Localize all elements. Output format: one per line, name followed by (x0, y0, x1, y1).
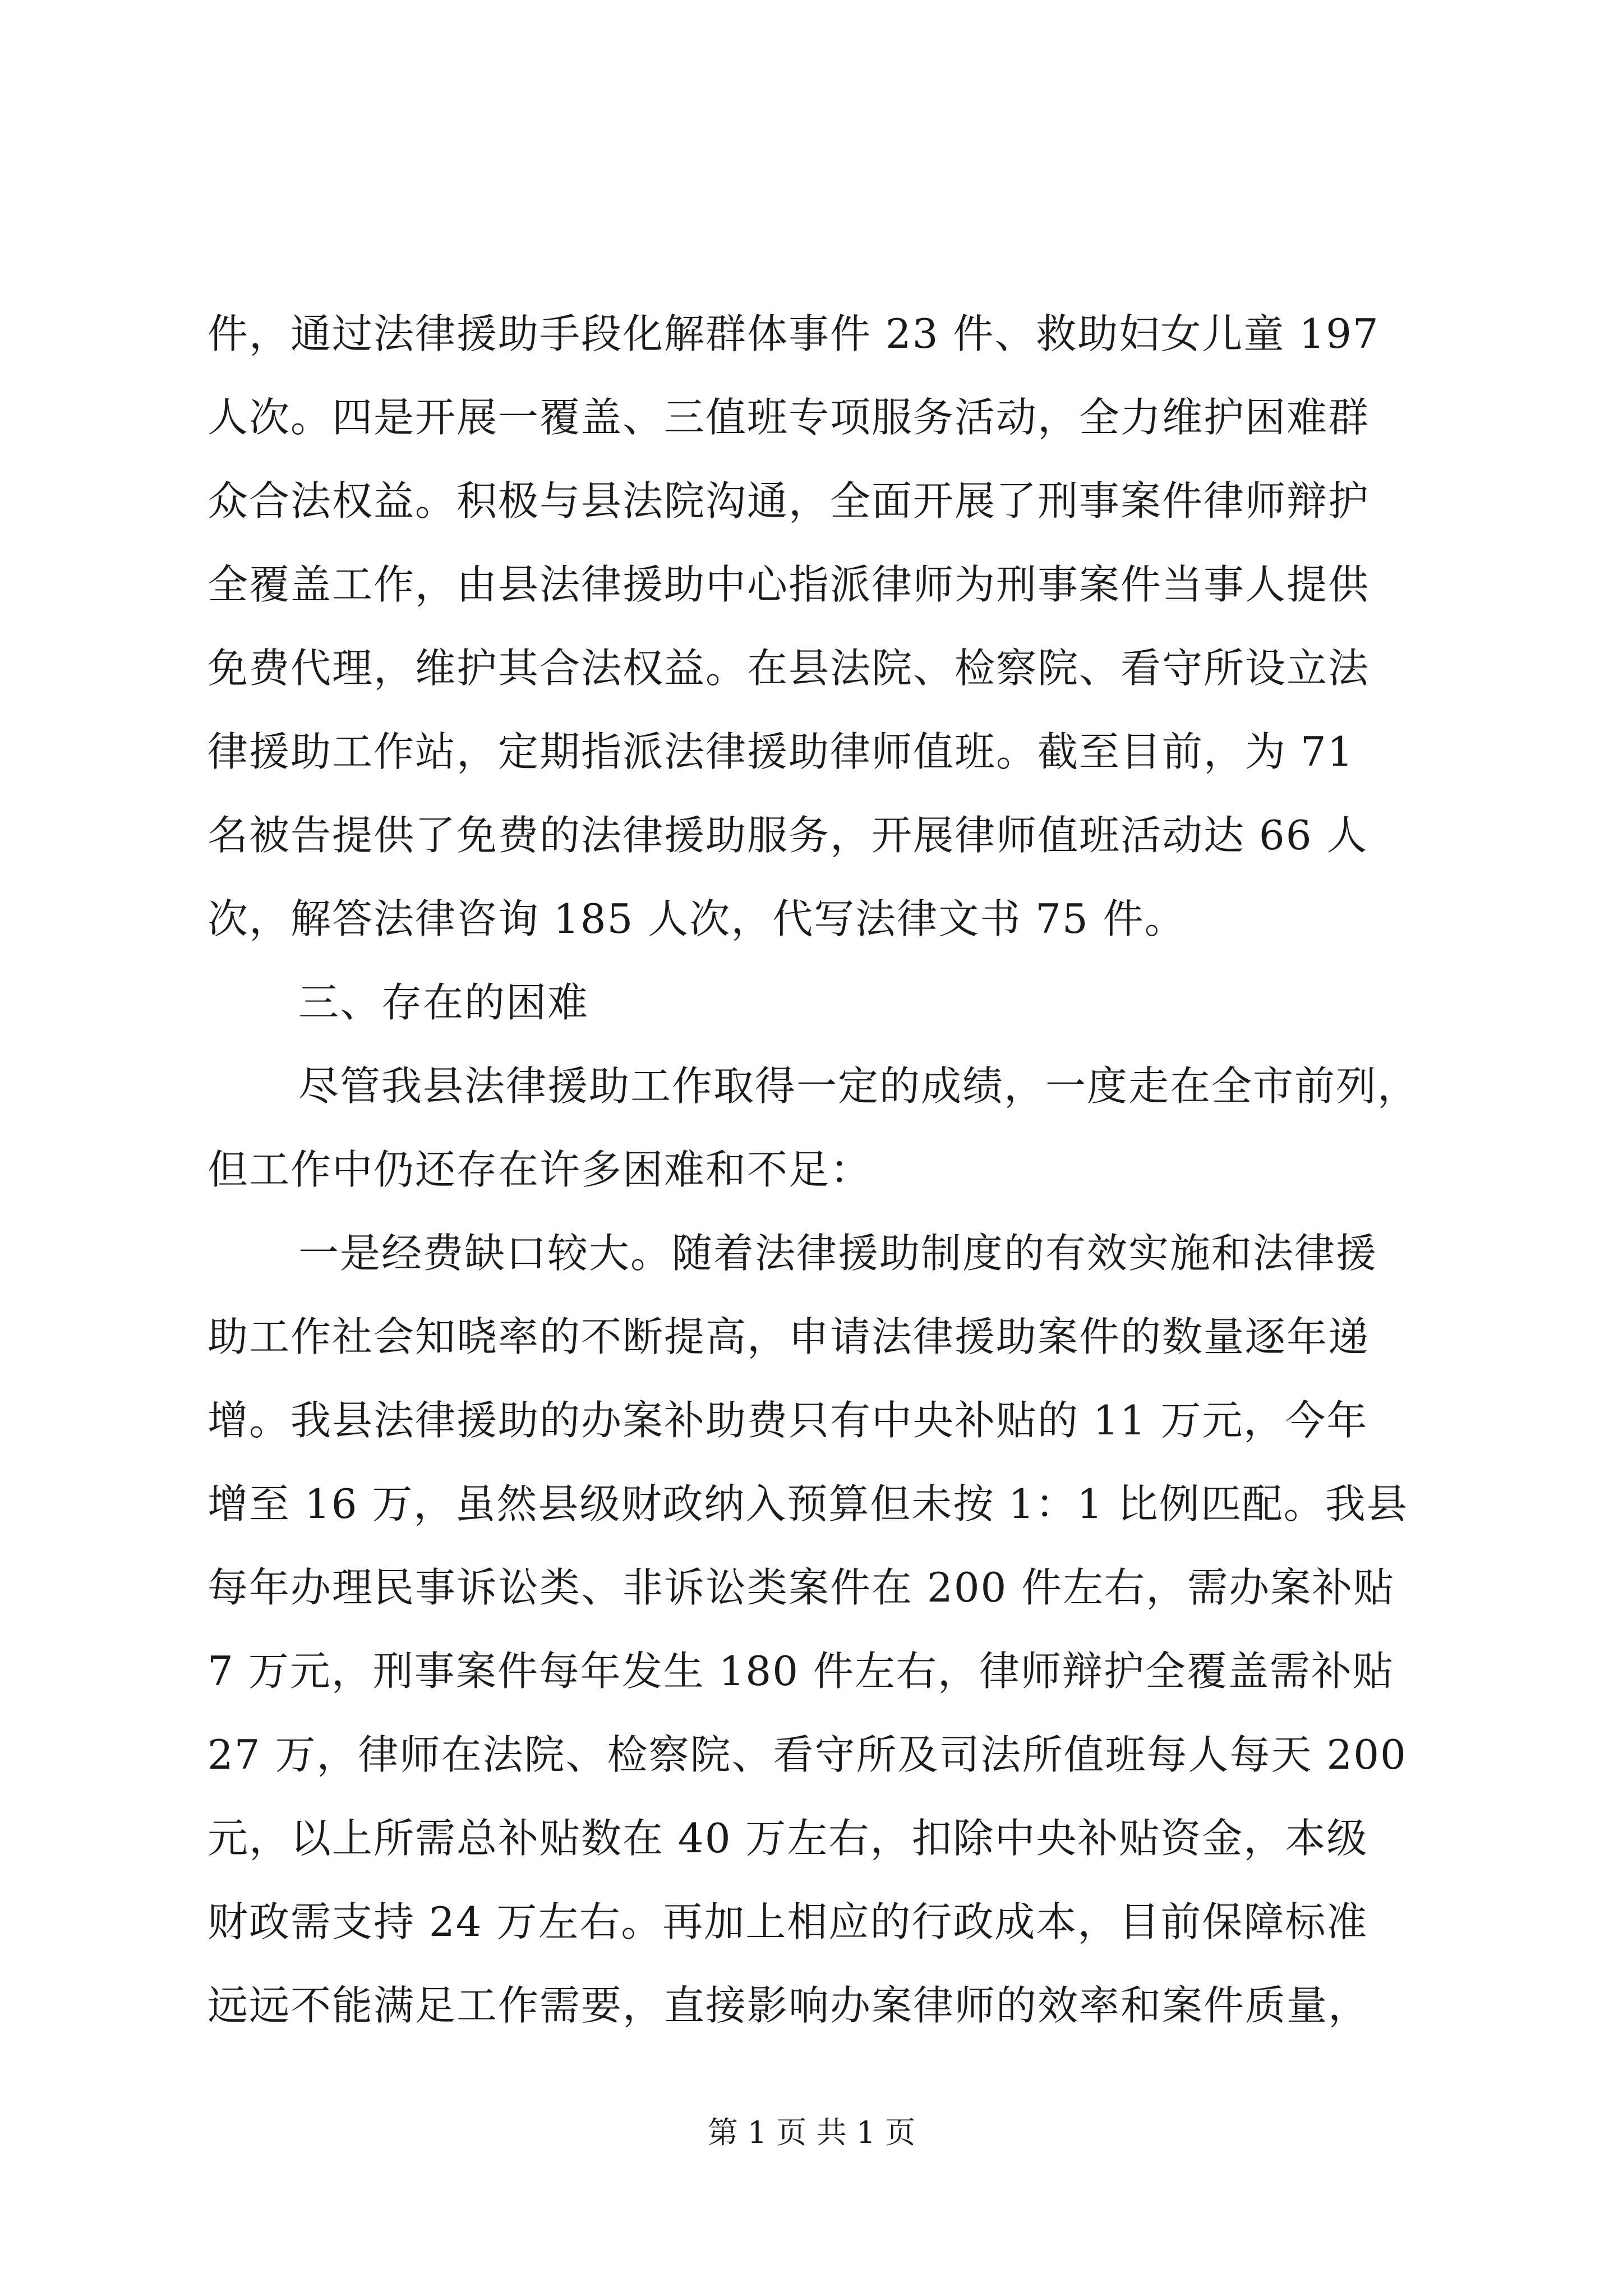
text-line: 7 万元，刑事案件每年发生 180 件左右，律师辩护全覆盖需补贴 (208, 1648, 1394, 1695)
text-line: 尽管我县法律援助工作取得一定的成绩，一度走在全市前列， (298, 1062, 1419, 1110)
text-line: 名被告提供了免费的法律援助服务，开展律师值班活动达 66 人 (208, 812, 1368, 859)
text-line: 27 万，律师在法院、检察院、看守所及司法所值班每人每天 200 (208, 1731, 1407, 1778)
text-line: 但工作中仍还存在许多困难和不足： (208, 1146, 872, 1193)
text-line: 众合法权益。积极与县法院沟通，全面开展了刑事案件律师辩护 (208, 477, 1370, 524)
page-number-footer: 第 1 页 共 1 页 (707, 2115, 916, 2150)
text-line: 助工作社会知晓率的不断提高，申请法律援助案件的数量逐年递 (208, 1313, 1370, 1360)
text-line: 人次。四是开展一覆盖、三值班专项服务活动，全力维护困难群 (208, 394, 1370, 441)
text-line: 全覆盖工作，由县法律援助中心指派律师为刑事案件当事人提供 (208, 561, 1370, 608)
text-line: 远远不能满足工作需要，直接影响办案律师的效率和案件质量， (208, 1982, 1370, 2029)
text-line: 增。我县法律援助的办案补助费只有中央补贴的 11 万元，今年 (208, 1397, 1368, 1444)
text-line: 件，通过法律援助手段化解群体事件 23 件、救助妇女儿童 197 (208, 310, 1380, 357)
text-line: 增至 16 万，虽然县级财政纳入预算但未按 1：1 比例匹配。我县 (208, 1480, 1408, 1527)
text-line: 免费代理，维护其合法权益。在县法院、检察院、看守所设立法 (208, 645, 1370, 692)
text-line: 一是经费缺口较大。随着法律援助制度的有效实施和法律援 (298, 1230, 1378, 1277)
text-line: 元，以上所需总补贴数在 40 万左右，扣除中央补贴资金，本级 (208, 1815, 1368, 1862)
section-heading: 三、存在的困难 (298, 979, 589, 1026)
text-line: 每年办理民事诉讼类、非诉讼类案件在 200 件左右，需办案补贴 (208, 1564, 1395, 1611)
text-line: 次，解答法律咨询 185 人次，代写法律文书 75 件。 (208, 895, 1186, 942)
text-line: 财政需支持 24 万左右。再加上相应的行政成本，目前保障标准 (208, 1898, 1368, 1945)
text-line: 律援助工作站，定期指派法律援助律师值班。截至目前，为 71 (208, 728, 1354, 775)
